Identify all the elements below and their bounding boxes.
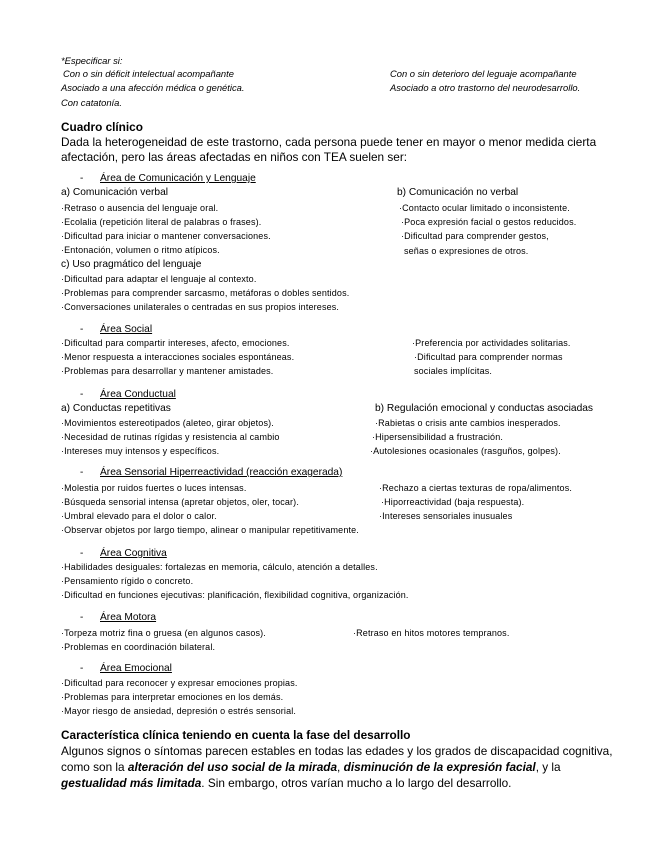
comm-a-item: ·Entonación, volumen o ritmo atípicos.	[61, 245, 220, 255]
comm-c-item: ·Conversaciones unilaterales o centradas en sus propios intereses.	[61, 302, 340, 312]
section-dash: -	[80, 324, 84, 335]
motor-item: ·Torpeza motriz fina o gruesa (en algunos casos).	[61, 628, 266, 638]
behav-b-item: ·Hipersensibilidad a frustración.	[372, 432, 504, 442]
dev-line-3b: . Sin embargo, otros varían mucho a lo largo del desarrollo.	[201, 776, 512, 790]
comm-a-item: ·Dificultad para iniciar o mantener conversaciones.	[61, 231, 271, 241]
dev-line-2c: ,	[337, 760, 344, 774]
comm-title: Área de Comunicación y Lenguaje	[100, 173, 256, 184]
section-dash: -	[80, 548, 84, 559]
spec-header: *Especificar si:	[61, 55, 123, 66]
social-title: Área Social	[100, 324, 153, 335]
section-dash: -	[80, 173, 84, 184]
cognitive-item: ·Habilidades desiguales: fortalezas en memoria, cálculo, atención a detalles.	[61, 562, 378, 572]
dev-heading: Característica clínica teniendo en cuenta la fase del desarrollo	[61, 728, 411, 742]
comm-c-item: ·Problemas para comprender sarcasmo, metáforas o dobles sentidos.	[61, 288, 350, 298]
dev-line-1: Algunos signos o síntomas parecen estables en todas las edades y los grados de discapacidad cognitiva,	[61, 744, 613, 758]
social-left-item: ·Dificultad para compartir intereses, afecto, emociones.	[61, 338, 290, 348]
sensory-left-item: ·Umbral elevado para el dolor o calor.	[61, 511, 217, 521]
emotional-title: Área Emocional	[100, 663, 172, 674]
social-left-item: ·Menor respuesta a interacciones sociales espontáneas.	[61, 352, 295, 362]
emotional-item: ·Dificultad para reconocer y expresar emociones propias.	[61, 678, 298, 688]
comm-a-title: a) Comunicación verbal	[61, 187, 169, 198]
clinical-intro-2: afectación, pero las áreas afectadas en niños con TEA suelen ser:	[61, 150, 408, 164]
behav-b-title: b) Regulación emocional y conductas asociadas	[375, 403, 594, 414]
comm-c-item: ·Dificultad para adaptar el lenguaje al contexto.	[61, 274, 257, 284]
dev-emph-gesture: gestualidad más limitada	[61, 776, 202, 790]
sensory-right-item: ·Intereses sensoriales inusuales	[379, 511, 513, 521]
section-dash: -	[80, 467, 84, 478]
motor-item: ·Problemas en coordinación bilateral.	[61, 642, 216, 652]
comm-b-item: señas o expresiones de otros.	[404, 246, 529, 256]
emotional-item: ·Problemas para interpretar emociones en los demás.	[61, 692, 284, 702]
comm-c-title: c) Uso pragmático del lenguaje	[61, 259, 202, 270]
spec-right-1: Con o sin deterioro del leguaje acompañante	[390, 68, 577, 79]
spec-left-3: Con catatonía.	[61, 97, 122, 108]
comm-b-item: ·Poca expresión facial o gestos reducidos.	[401, 217, 577, 227]
section-dash: -	[80, 663, 84, 674]
dev-emph-facial: disminución de la expresión facial	[343, 760, 536, 774]
sensory-right-item: ·Rechazo a ciertas texturas de ropa/alimentos.	[379, 483, 572, 493]
motor-right-item: ·Retraso en hitos motores tempranos.	[353, 628, 510, 638]
behav-title: Área Conductual	[100, 389, 176, 400]
section-dash: -	[80, 389, 84, 400]
sensory-left-item: ·Molestia por ruidos fuertes o luces intensas.	[61, 483, 247, 493]
social-left-item: ·Problemas para desarrollar y mantener amistades.	[61, 366, 274, 376]
behav-a-item: ·Necesidad de rutinas rígidas y resistencia al cambio	[61, 432, 280, 442]
dev-line-2a: como son la	[61, 760, 128, 774]
comm-a-item: ·Retraso o ausencia del lenguaje oral.	[61, 203, 219, 213]
spec-left-2: Asociado a una afección médica o genética.	[61, 82, 245, 93]
sensory-right-item: ·Hiporreactividad (baja respuesta).	[381, 497, 525, 507]
section-dash: -	[80, 612, 84, 623]
spec-right-2: Asociado a otro trastorno del neurodesarrollo.	[390, 82, 581, 93]
behav-b-item: ·Autolesiones ocasionales (rasguños, golpes).	[370, 446, 561, 456]
sensory-title: Área Sensorial Hiperreactividad (reacción exagerada)	[100, 467, 343, 478]
sensory-left-item: ·Observar objetos por largo tiempo, alinear o manipular repetitivamente.	[61, 525, 359, 535]
motor-title: Área Motora	[100, 612, 157, 623]
behav-a-item: ·Intereses muy intensos y específicos.	[61, 446, 220, 456]
sensory-left-item: ·Búsqueda sensorial intensa (apretar objetos, oler, tocar).	[61, 497, 299, 507]
behav-b-item: ·Rabietas o crisis ante cambios inesperados.	[375, 418, 561, 428]
dev-line-2e: , y la	[535, 760, 561, 774]
cognitive-item: ·Pensamiento rígido o concreto.	[61, 576, 194, 586]
cognitive-title: Área Cognitiva	[100, 548, 167, 559]
behav-a-item: ·Movimientos estereotipados (aleteo, girar objetos).	[61, 418, 274, 428]
comm-b-item: ·Dificultad para comprender gestos,	[401, 231, 549, 241]
dev-emph-gaze: alteración del uso social de la mirada	[127, 760, 338, 774]
social-right-item: sociales implícitas.	[414, 366, 493, 376]
behav-a-title: a) Conductas repetitivas	[61, 403, 171, 414]
social-right-item: ·Preferencia por actividades solitarias.	[412, 338, 571, 348]
emotional-item: ·Mayor riesgo de ansiedad, depresión o estrés sensorial.	[61, 706, 297, 716]
clinical-intro-1: Dada la heterogeneidad de este trastorno, cada persona puede tener en mayor o menor medida cierta	[61, 135, 597, 149]
comm-a-item: ·Ecolalia (repetición literal de palabras o frases).	[61, 217, 262, 227]
cognitive-item: ·Dificultad en funciones ejecutivas: planificación, flexibilidad cognitiva, organización.	[61, 590, 409, 600]
comm-b-item: ·Contacto ocular limitado o inconsistente.	[399, 203, 570, 213]
social-right-item: ·Dificultad para comprender normas	[414, 352, 563, 362]
spec-left-1: Con o sin déficit intelectual acompañante	[63, 68, 234, 79]
dev-paragraph	[61, 743, 641, 791]
clinical-heading: Cuadro clínico	[61, 120, 143, 134]
comm-b-title: b) Comunicación no verbal	[397, 187, 519, 198]
